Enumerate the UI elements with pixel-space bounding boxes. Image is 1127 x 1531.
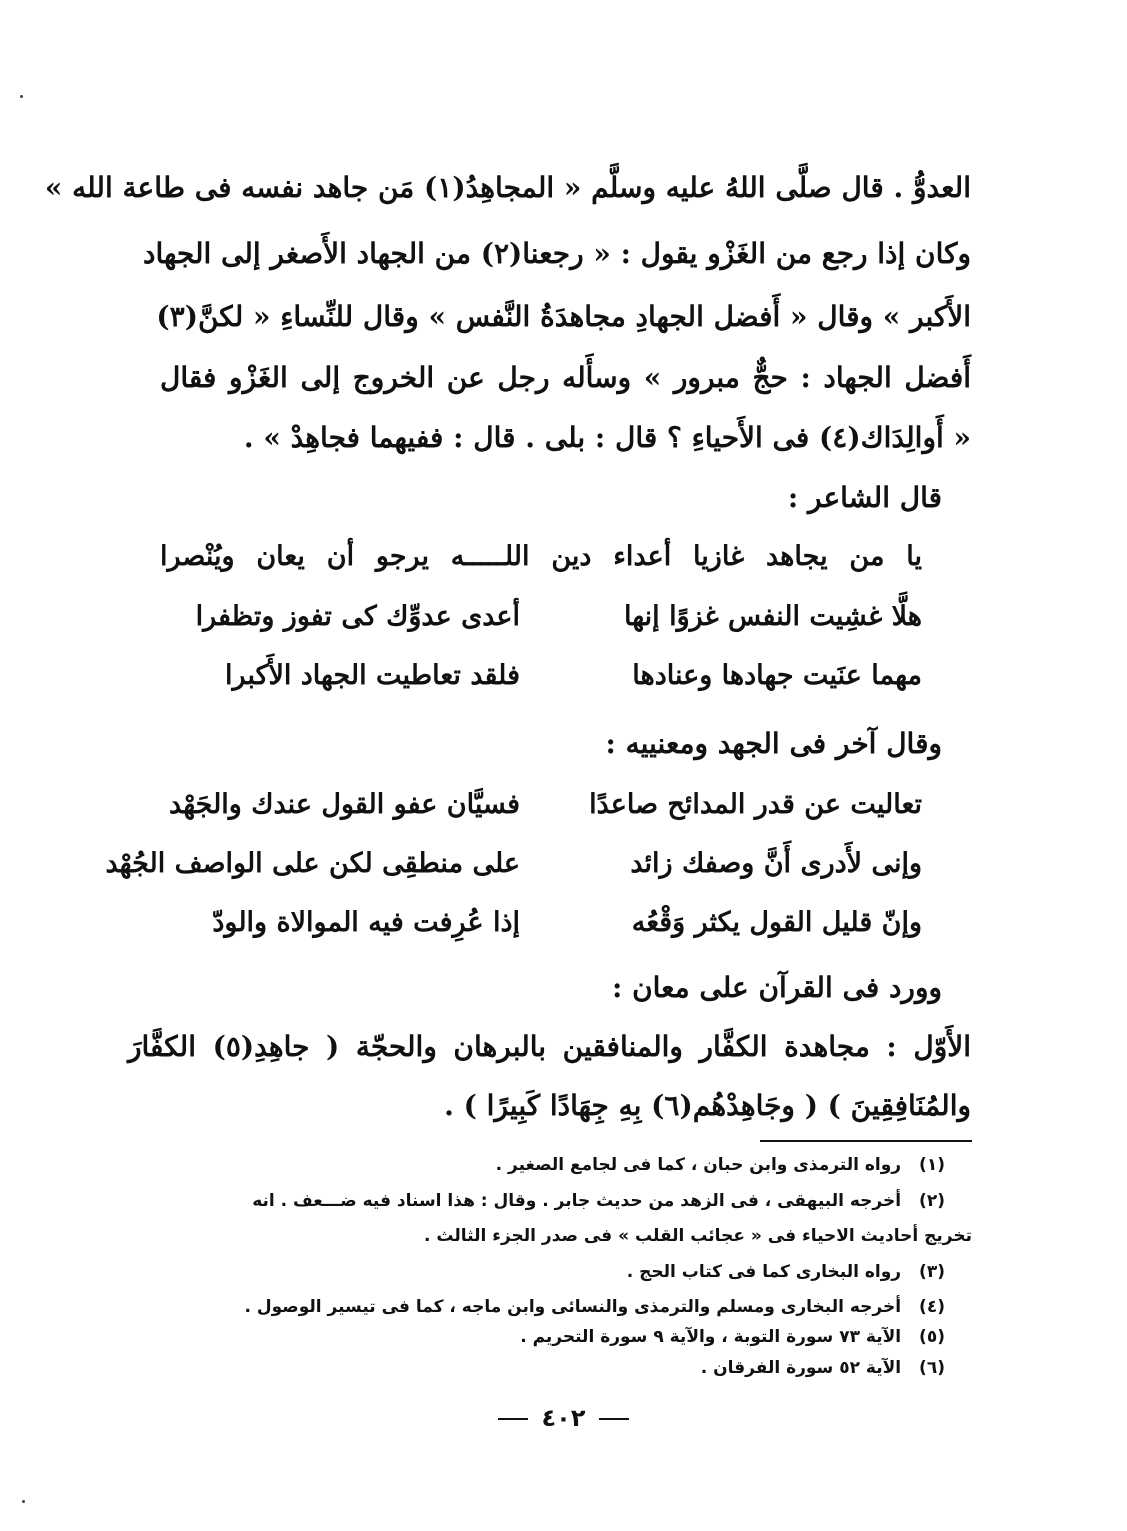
poem2-line-2-left: على منطقِى لكن على الواصف الجُهْد bbox=[105, 848, 520, 879]
poet2-intro: وقال آخر فى الجهد ومعنييه : bbox=[605, 727, 942, 760]
poet1-intro: قال الشاعر : bbox=[787, 481, 942, 514]
body-line-2: وكان إذا رجع من الغَزْو يقول : « رجعنا(٢) من الجهاد الأَصغر إلى الجهاد bbox=[142, 237, 971, 270]
quran-intro: وورد فى القرآن على معان : bbox=[611, 971, 942, 1004]
footnote-text: الآية ٧٣ سورة التوبة ، والآية ٩ سورة التحريم . bbox=[520, 1327, 902, 1347]
footnote-number: (٣) bbox=[919, 1262, 945, 1282]
footnote-text: الآية ٥٢ سورة الفرقان . bbox=[700, 1358, 902, 1378]
footnote-3 bbox=[627, 1259, 945, 1285]
footnote-4 bbox=[245, 1294, 945, 1320]
poem1-line-3-right: مهما عنَيت جهادها وعنادها bbox=[632, 660, 922, 691]
footnote-2 bbox=[252, 1188, 945, 1214]
footnote-number: (٤) bbox=[919, 1297, 945, 1317]
poem1-line-2-left: أعدى عدوِّك كى تفوز وتظفرا bbox=[195, 601, 520, 632]
footnote-number: (٢) bbox=[919, 1191, 945, 1211]
footnote-number: (١) bbox=[919, 1155, 945, 1175]
footnote-text: تخريج أحاديث الاحياء فى « عجائب القلب » فى صدر الجزء الثالث . bbox=[424, 1226, 972, 1246]
footnote-number: (٥) bbox=[919, 1327, 945, 1347]
scan-speck bbox=[20, 95, 23, 98]
footnote-2-continued bbox=[424, 1223, 972, 1249]
page-number-text: ٤٠٢ bbox=[541, 1404, 586, 1432]
poem2-line-3-left: إذا عُرِفت فيه الموالاة والودّ bbox=[212, 907, 520, 938]
poem1-line-2-right: هلَّا غشِيت النفس غزوًا إنها bbox=[623, 601, 922, 632]
poem2-line-2-right: وإنى لأَدرى أَنَّ وصفك زائد bbox=[630, 848, 922, 879]
scan-speck bbox=[22, 1500, 25, 1503]
body-line-3: الأَكبر » وقال « أَفضل الجهادِ مجاهدَةُ النَّفس » وقال للنِّساءِ « لكنَّ(٣) bbox=[156, 300, 971, 333]
poem2-line-1-right: تعاليت عن قدر المدائح صاعدًا bbox=[589, 789, 922, 820]
body-line-4: أَفضل الجهاد : حجٌّ مبرور » وسأَله رجل عن الخروج إلى الغَزْو فقال bbox=[160, 361, 971, 394]
footnote-number: (٦) bbox=[919, 1358, 945, 1378]
poem1-line-3-left: فلقد تعاطيت الجهاد الأَكبرا bbox=[225, 660, 520, 691]
body-line-5: « أَوالِدَاك(٤) فى الأَحياءِ ؟ قال : بلى . قال : ففيهما فجاهِدْ » . bbox=[243, 421, 971, 454]
footnote-text: أخرجه البيهقى ، فى الزهد من حديث جابر . وقال : هذا اسناد فيه ضـــعف . انه bbox=[252, 1191, 902, 1211]
footnote-text: رواه الترمذى وابن حبان ، كما فى لجامع الصغير . bbox=[495, 1155, 902, 1175]
body-line-1: العدوُّ . قال صلَّى اللهُ عليه وسلَّم « المجاهِدُ(١) مَن جاهد نفسه فى طاعة الله » bbox=[44, 171, 971, 204]
footnote-6 bbox=[701, 1355, 945, 1381]
quran-line-2: والمُنَافِقِينَ ) ( وجَاهِدْهُم(٦) بِهِ جِهَادًا كَبِيرًا ) . bbox=[444, 1089, 971, 1122]
footnote-text: أخرجه البخارى ومسلم والترمذى والنسائى وابن ماجه ، كما فى تيسير الوصول . bbox=[244, 1297, 902, 1317]
footnote-separator bbox=[760, 1140, 972, 1142]
quran-line-1: الأَوّل : مجاهدة الكفَّار والمنافقين بالبرهان والحجّة ( جاهِدِ(٥) الكفَّارَ bbox=[128, 1030, 971, 1063]
poem1-line-1: يا من يجاهد غازيا أعداء دين اللـــــه يرجو أن يعان ويُنْصرا bbox=[160, 541, 922, 572]
poem2-line-3-right: وإنّ قليل القول يكثر وَقْعُه bbox=[631, 907, 922, 938]
footnote-1 bbox=[496, 1152, 945, 1178]
page-number bbox=[0, 1404, 1127, 1432]
footnote-5 bbox=[520, 1324, 945, 1350]
footnote-text: رواه البخارى كما فى كتاب الحج . bbox=[626, 1262, 902, 1282]
dash-left bbox=[498, 1418, 528, 1420]
poem2-line-1-left: فسيَّان عفو القول عندك والجَهْد bbox=[169, 789, 520, 820]
dash-right bbox=[599, 1418, 629, 1420]
